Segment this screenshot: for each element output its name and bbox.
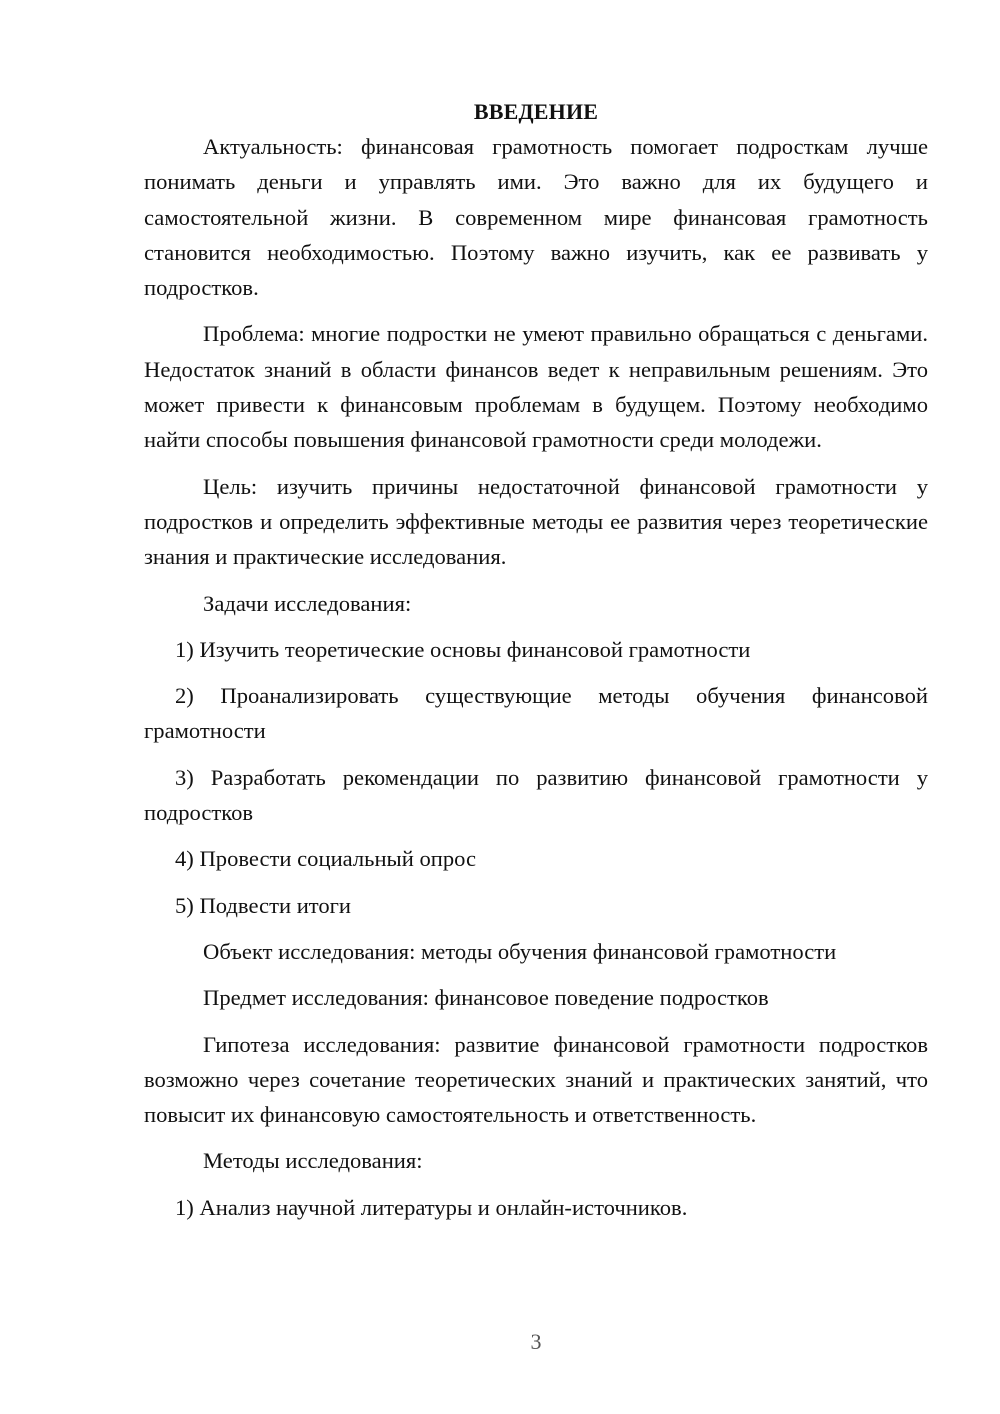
task-item-2: 2) Проанализировать существующие методы обучения финансовой грамотности	[144, 683, 928, 744]
methods-heading: Методы исследования:	[203, 1148, 423, 1174]
paragraph-goal: Цель: изучить причины недостаточной финансовой грамотности у подростков и определить эффективные методы ее развития через теоретические знания и практические исследования.	[144, 473, 928, 570]
task-item-5: 5) Подвести итоги	[175, 892, 352, 918]
task-item-4: 4) Провести социальный опрос	[175, 846, 477, 872]
method-item-1: 1) Анализ научной литературы и онлайн-источников.	[175, 1194, 688, 1220]
task-item-3: 3) Разработать рекомендации по развитию финансовой грамотности у подростков	[144, 764, 928, 826]
page-content	[144, 94, 928, 1236]
paragraph-hypothesis: Гипотеза исследования: развитие финансовой грамотности подростков возможно через сочетание теоретических знаний и практических занятий, что повысит их финансовую самостоятельность и ответственность.	[144, 1031, 928, 1128]
paragraph-object: Объект исследования: методы обучения финансовой грамотности	[203, 938, 837, 964]
paragraph-subject: Предмет исследования: финансовое поведение подростков	[203, 985, 769, 1011]
page-number: 3	[530, 1329, 542, 1354]
tasks-heading: Задачи исследования:	[203, 590, 412, 616]
paragraph-problem: Проблема: многие подростки не умеют правильно обращаться с деньгами. Недостаток знаний в области финансов ведет к неправильным решениям. Это может привести к финансовым проблемам в будущем. Поэтому необходимо найти способы повышения финансовой грамотности среди молодежи.	[144, 321, 928, 453]
section-title: ВВЕДЕНИЕ	[473, 99, 599, 124]
task-item-1: 1) Изучить теоретические основы финансовой грамотности	[175, 636, 751, 662]
paragraph-relevance: Актуальность: финансовая грамотность помогает подросткам лучше понимать деньги и управлять ими. Это важно для их будущего и самостоятельной жизни. В современном мире финансовая грамотность становится необходимостью. Поэтому важно изучить, как ее развивать у подростков.	[144, 134, 928, 301]
